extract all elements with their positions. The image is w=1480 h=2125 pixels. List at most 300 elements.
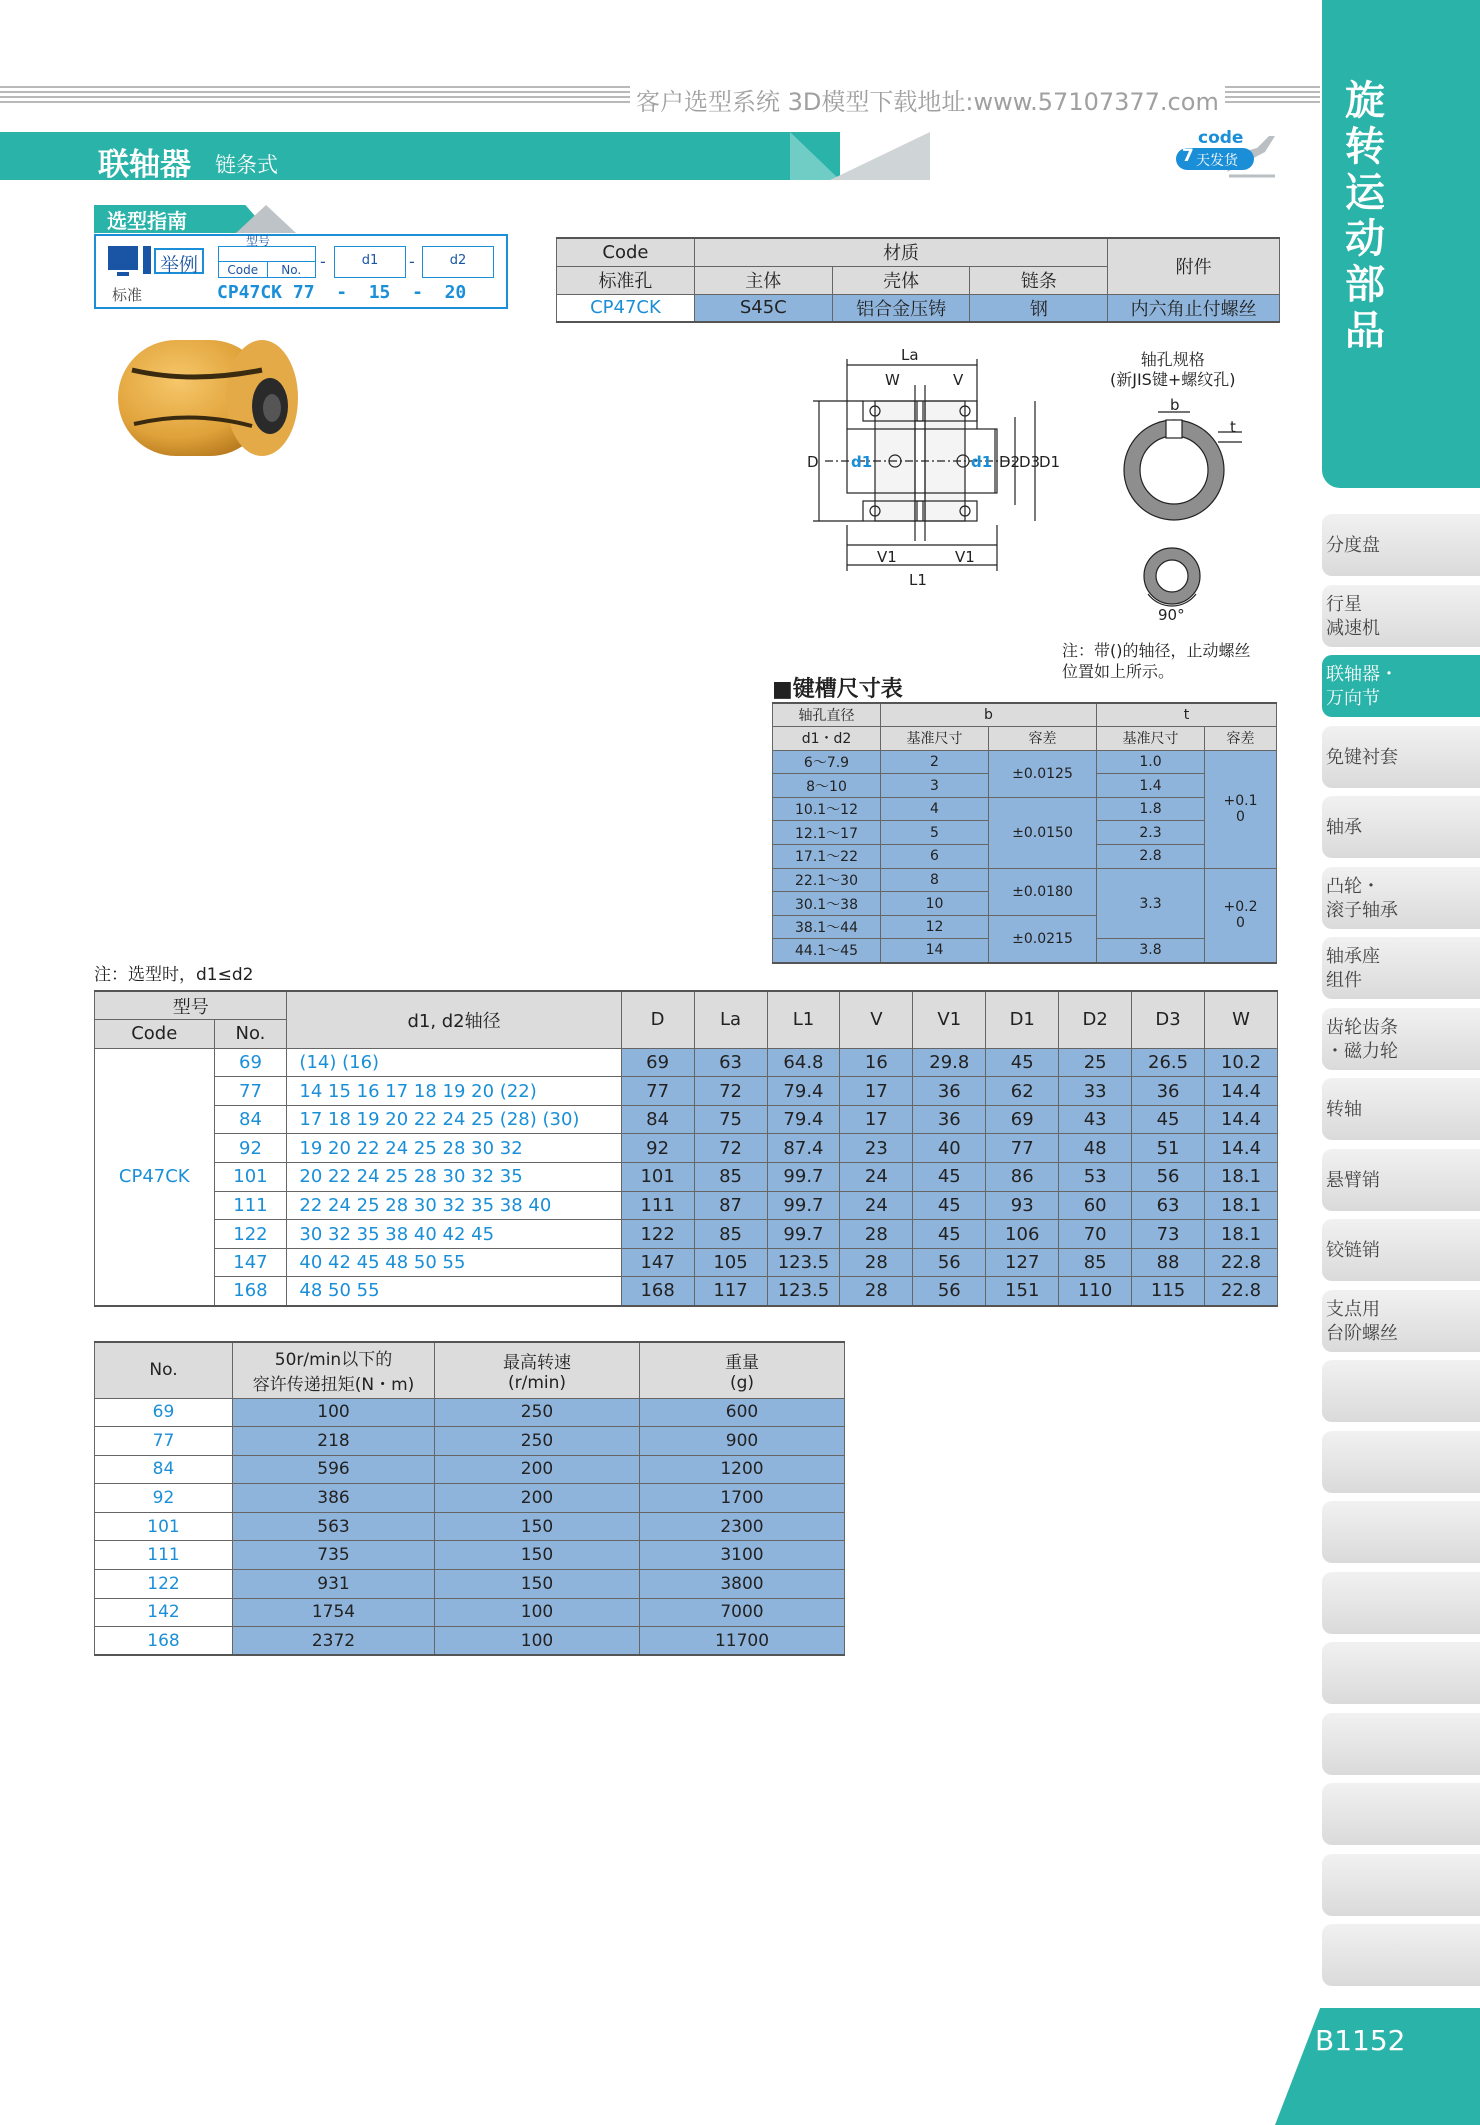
torque-row-torque: 2372 xyxy=(233,1627,435,1656)
torque-row-speed: 200 xyxy=(435,1455,640,1484)
table-row xyxy=(95,1627,845,1656)
header-col-d3: D3 xyxy=(1132,991,1205,1048)
sidebar-item[interactable] xyxy=(1322,1783,1480,1845)
example-label: 举例 xyxy=(154,248,204,274)
monitor-stand xyxy=(117,272,129,276)
sidebar-item[interactable] xyxy=(1322,1642,1480,1704)
row-dimension-value: 85 xyxy=(694,1220,767,1249)
keyway-dia: 6～7.9 xyxy=(773,750,881,774)
label-la: La xyxy=(901,346,919,364)
row-dimension-value: 45 xyxy=(1132,1105,1205,1134)
row-dimension-value: 45 xyxy=(913,1191,986,1220)
keyway-dia: 44.1～45 xyxy=(773,939,881,963)
torque-row-speed: 200 xyxy=(435,1484,640,1513)
torque-row-weight: 1200 xyxy=(640,1455,845,1484)
table-row xyxy=(95,1484,845,1513)
header-shell: 壳体 xyxy=(832,266,970,294)
row-dimension-value: 17 xyxy=(840,1077,913,1106)
table-row xyxy=(95,1134,1278,1163)
row-dimension-value: 22.8 xyxy=(1205,1277,1278,1306)
keyway-b-tol: ±0.0125 xyxy=(989,750,1097,797)
table-row xyxy=(95,1541,845,1570)
row-dimension-value: 18.1 xyxy=(1205,1220,1278,1249)
sidebar-item-label: 悬臂销 xyxy=(1326,1169,1380,1191)
torque-row-speed: 100 xyxy=(435,1627,640,1656)
label-d1-right: d1 xyxy=(971,453,993,471)
torque-row-torque: 386 xyxy=(233,1484,435,1513)
keyway-t: 3.8 xyxy=(1097,939,1205,963)
page-number: B1152 xyxy=(1315,2024,1406,2057)
header-col-d1: D1 xyxy=(986,991,1059,1048)
row-dimension-value: 72 xyxy=(694,1077,767,1106)
header-chain: 链条 xyxy=(970,266,1108,294)
sidebar-item-label: 联轴器・ 万向节 xyxy=(1326,664,1398,709)
selection-note: 注：选型时，d1≤d2 xyxy=(94,965,254,985)
sidebar-item-label xyxy=(1326,1930,1480,1982)
keyway-b-tol: ±0.0150 xyxy=(989,797,1097,868)
torque-row-no[interactable]: 122 xyxy=(95,1570,233,1599)
row-bore-sizes[interactable]: 17 18 19 20 22 24 25 (28) (30) xyxy=(287,1105,621,1134)
material-accessory: 内六角止付螺丝 xyxy=(1108,294,1280,322)
row-dimension-value: 77 xyxy=(986,1134,1059,1163)
shaft-spec-title: 轴孔规格 (新JIS键+螺纹孔) xyxy=(1110,350,1236,389)
keyway-t: 2.8 xyxy=(1097,845,1205,869)
keyway-header-b: b xyxy=(881,703,1097,727)
sidebar-item-label xyxy=(1326,1437,1480,1489)
torque-row-weight: 3800 xyxy=(640,1570,845,1599)
sidebar-item[interactable] xyxy=(1322,1501,1480,1563)
torque-row-no[interactable]: 101 xyxy=(95,1512,233,1541)
sidebar-item-label: 轴承 xyxy=(1326,817,1362,838)
torque-row-speed: 250 xyxy=(435,1398,640,1427)
row-no[interactable]: 122 xyxy=(214,1220,287,1249)
row-dimension-value: 77 xyxy=(621,1077,694,1106)
row-dimension-value: 75 xyxy=(694,1105,767,1134)
monitor-icon xyxy=(108,246,138,270)
sidebar-item[interactable] xyxy=(1322,1008,1480,1070)
row-dimension-value: 23 xyxy=(840,1134,913,1163)
coupling-product-image xyxy=(112,322,298,472)
torque-header-weight: 重量 (g) xyxy=(640,1342,845,1398)
torque-row-weight: 2300 xyxy=(640,1512,845,1541)
keyway-t: 1.0 xyxy=(1097,750,1205,774)
row-dimension-value: 99.7 xyxy=(767,1220,840,1249)
torque-row-weight: 3100 xyxy=(640,1541,845,1570)
keyway-dia: 12.1～17 xyxy=(773,821,881,845)
row-dimension-value: 69 xyxy=(986,1105,1059,1134)
torque-row-torque: 596 xyxy=(233,1455,435,1484)
row-dimension-value: 29.8 xyxy=(913,1048,986,1077)
sidebar-item-label xyxy=(1326,1789,1480,1841)
row-dimension-value: 22.8 xyxy=(1205,1248,1278,1277)
row-no[interactable]: 111 xyxy=(214,1191,287,1220)
shaft-bore-diagram xyxy=(1118,398,1278,628)
sidebar-item-label xyxy=(1326,1578,1480,1630)
sidebar-item[interactable] xyxy=(1322,796,1480,858)
keyway-b: 12 xyxy=(881,915,989,939)
keyway-t: 1.8 xyxy=(1097,797,1205,821)
row-dimension-value: 122 xyxy=(621,1220,694,1249)
row-dimension-value: 64.8 xyxy=(767,1048,840,1077)
row-no[interactable]: 147 xyxy=(214,1248,287,1277)
keyway-t: 2.3 xyxy=(1097,821,1205,845)
row-no[interactable]: 84 xyxy=(214,1105,287,1134)
row-dimension-value: 70 xyxy=(1059,1220,1132,1249)
keyway-t-tol: +0.1 0 xyxy=(1205,750,1277,868)
row-dimension-value: 147 xyxy=(621,1248,694,1277)
keyway-b: 3 xyxy=(881,774,989,798)
row-dimension-value: 14.4 xyxy=(1205,1134,1278,1163)
label-d1-outer: D1 xyxy=(1039,453,1061,471)
row-dimension-value: 168 xyxy=(621,1277,694,1306)
table-row xyxy=(95,1220,1278,1249)
material-code[interactable]: CP47CK xyxy=(557,294,695,322)
badge-text: 天发货 xyxy=(1196,153,1238,169)
label-t: t xyxy=(1230,418,1236,436)
sidebar-item-label: 转轴 xyxy=(1326,1099,1362,1120)
label-v1-left: V1 xyxy=(877,548,897,566)
keyway-header-t-base: 基准尺寸 xyxy=(1097,727,1205,751)
header-col-l1: L1 xyxy=(767,991,840,1048)
page-title: 联轴器 xyxy=(98,147,191,183)
label-b: b xyxy=(1170,398,1180,414)
keyway-header-t-tol: 容差 xyxy=(1205,727,1277,751)
torque-row-weight: 600 xyxy=(640,1398,845,1427)
tower-icon xyxy=(143,246,151,274)
keyway-b: 2 xyxy=(881,750,989,774)
material-chain: 钢 xyxy=(970,294,1108,322)
row-dimension-value: 84 xyxy=(621,1105,694,1134)
sidebar-item[interactable] xyxy=(1322,867,1480,929)
sidebar-item[interactable] xyxy=(1322,1572,1480,1634)
sidebar-item[interactable] xyxy=(1322,655,1480,717)
row-dimension-value: 24 xyxy=(840,1191,913,1220)
header-col-v1: V1 xyxy=(913,991,986,1048)
row-dimension-value: 17 xyxy=(840,1105,913,1134)
row-dimension-value: 45 xyxy=(913,1163,986,1192)
sidebar-item[interactable] xyxy=(1322,514,1480,576)
row-dimension-value: 62 xyxy=(986,1077,1059,1106)
row-bore-sizes[interactable]: (14) (16) xyxy=(287,1048,621,1077)
row-dimension-value: 14.4 xyxy=(1205,1105,1278,1134)
header-std-hole: 标准孔 xyxy=(557,266,695,294)
code-no-box xyxy=(218,246,316,278)
dimension-table xyxy=(94,990,1278,1307)
sidebar-item[interactable] xyxy=(1322,1290,1480,1352)
label-angle: 90° xyxy=(1158,606,1185,624)
keyway-dia: 30.1～38 xyxy=(773,892,881,916)
sidebar-item-label xyxy=(1326,1366,1480,1418)
header-rule-right xyxy=(1276,86,1320,106)
table-row xyxy=(95,1077,1278,1106)
row-dimension-value: 10.2 xyxy=(1205,1048,1278,1077)
keyway-b: 8 xyxy=(881,868,989,892)
row-dimension-value: 28 xyxy=(840,1277,913,1306)
row-no[interactable]: 101 xyxy=(214,1163,287,1192)
d2-box: d2 xyxy=(422,246,494,278)
row-no[interactable]: 69 xyxy=(214,1048,287,1077)
row-dimension-value: 26.5 xyxy=(1132,1048,1205,1077)
torque-row-no[interactable]: 92 xyxy=(95,1484,233,1513)
torque-row-torque: 735 xyxy=(233,1541,435,1570)
table-row xyxy=(95,1398,845,1427)
torque-row-weight: 900 xyxy=(640,1427,845,1456)
sidebar-item[interactable] xyxy=(1322,1431,1480,1493)
header-bore: d1, d2轴径 xyxy=(287,991,621,1048)
table-row xyxy=(95,1105,1278,1134)
row-dimension-value: 92 xyxy=(621,1134,694,1163)
keyway-header-b-tol: 容差 xyxy=(989,727,1097,751)
sidebar-item-label: 轴承座 组件 xyxy=(1326,946,1380,991)
torque-row-torque: 218 xyxy=(233,1427,435,1456)
keyway-b: 4 xyxy=(881,797,989,821)
row-no[interactable]: 92 xyxy=(214,1134,287,1163)
header-model: 型号 xyxy=(95,991,287,1020)
table-row xyxy=(95,1277,1278,1306)
sidebar-item-label xyxy=(1326,1507,1480,1559)
row-dimension-value: 106 xyxy=(986,1220,1059,1249)
label-v1-right: V1 xyxy=(955,548,975,566)
row-no[interactable]: 168 xyxy=(214,1277,287,1306)
row-dimension-value: 51 xyxy=(1132,1134,1205,1163)
dash-2: - xyxy=(409,252,415,271)
sidebar-item[interactable] xyxy=(1322,1360,1480,1422)
header-code: Code xyxy=(95,1020,215,1049)
sidebar-item-label xyxy=(1326,1648,1480,1700)
row-bore-sizes[interactable]: 20 22 24 25 28 30 32 35 xyxy=(287,1163,621,1192)
row-dimension-value: 85 xyxy=(1059,1248,1132,1277)
sidebar-item-label xyxy=(1326,1860,1480,1912)
sidebar-item[interactable] xyxy=(1322,1078,1480,1140)
table-row xyxy=(95,1512,845,1541)
d1-box: d1 xyxy=(334,246,406,278)
keyway-b-tol: ±0.0180 xyxy=(989,868,1097,915)
page-subtitle: 链条式 xyxy=(215,153,278,177)
sidebar-item[interactable] xyxy=(1322,937,1480,999)
row-dimension-value: 36 xyxy=(1132,1077,1205,1106)
keyway-dia: 22.1～30 xyxy=(773,868,881,892)
sidebar-item[interactable] xyxy=(1322,1713,1480,1775)
keyway-dia: 8～10 xyxy=(773,774,881,798)
torque-header-speed: 最高转速 (r/min) xyxy=(435,1342,640,1398)
header-accessory: 附件 xyxy=(1108,238,1280,294)
torque-row-torque: 100 xyxy=(233,1398,435,1427)
row-dimension-value: 72 xyxy=(694,1134,767,1163)
header-col-v: V xyxy=(840,991,913,1048)
row-dimension-value: 28 xyxy=(840,1248,913,1277)
label-d2: D2 xyxy=(999,453,1021,471)
header-col-d2: D2 xyxy=(1059,991,1132,1048)
sidebar-item[interactable] xyxy=(1322,1924,1480,1986)
sidebar-item[interactable] xyxy=(1322,1149,1480,1211)
header-col-w: W xyxy=(1205,991,1278,1048)
row-dimension-value: 79.4 xyxy=(767,1077,840,1106)
label-l1: L1 xyxy=(909,571,927,589)
header-code: Code xyxy=(557,238,695,266)
row-bore-sizes[interactable]: 14 15 16 17 18 19 20 (22) xyxy=(287,1077,621,1106)
row-dimension-value: 28 xyxy=(840,1220,913,1249)
keyway-table-title: ■键槽尺寸表 xyxy=(772,677,903,702)
row-bore-sizes[interactable]: 30 32 35 38 40 42 45 xyxy=(287,1220,621,1249)
row-dimension-value: 36 xyxy=(913,1077,986,1106)
row-dimension-value: 88 xyxy=(1132,1248,1205,1277)
row-dimension-value: 99.7 xyxy=(767,1191,840,1220)
row-dimension-value: 53 xyxy=(1059,1163,1132,1192)
row-dimension-value: 110 xyxy=(1059,1277,1132,1306)
diagram-note: 注：带()的轴径，止动螺丝 位置如上所示。 xyxy=(1062,641,1251,681)
row-dimension-value: 40 xyxy=(913,1134,986,1163)
row-bore-sizes[interactable]: 48 50 55 xyxy=(287,1277,621,1306)
torque-row-speed: 250 xyxy=(435,1427,640,1456)
torque-row-no[interactable]: 77 xyxy=(95,1427,233,1456)
no-label: No. xyxy=(281,263,302,277)
torque-row-speed: 100 xyxy=(435,1598,640,1627)
label-d1-left: d1 xyxy=(851,453,873,471)
row-dimension-value: 63 xyxy=(1132,1191,1205,1220)
table-row xyxy=(95,1191,1278,1220)
header-col-d: D xyxy=(621,991,694,1048)
row-dimension-value: 151 xyxy=(986,1277,1059,1306)
row-bore-sizes[interactable]: 40 42 45 48 50 55 xyxy=(287,1248,621,1277)
table-row xyxy=(95,1163,1278,1192)
sidebar-item-label: 分度盘 xyxy=(1326,535,1380,556)
sidebar-title: 旋转运动部品 xyxy=(1345,78,1385,354)
row-bore-sizes[interactable]: 19 20 22 24 25 28 30 32 xyxy=(287,1134,621,1163)
torque-row-weight: 7000 xyxy=(640,1598,845,1627)
sidebar-item-label: 凸轮・ 滚子轴承 xyxy=(1326,875,1398,921)
torque-row-no[interactable]: 84 xyxy=(95,1455,233,1484)
keyway-header-t: t xyxy=(1097,703,1277,727)
torque-header-no: No. xyxy=(95,1342,233,1398)
row-dimension-value: 123.5 xyxy=(767,1248,840,1277)
row-dimension-value: 48 xyxy=(1059,1134,1132,1163)
row-dimension-value: 56 xyxy=(913,1277,986,1306)
header-material: 材质 xyxy=(694,238,1107,266)
keyway-dia: 10.1～12 xyxy=(773,797,881,821)
table-row xyxy=(95,1427,845,1456)
dash-1: - xyxy=(320,252,326,271)
row-dimension-value: 85 xyxy=(694,1163,767,1192)
header-col-la: La xyxy=(694,991,767,1048)
row-dimension-value: 45 xyxy=(913,1220,986,1249)
model-header: 型号 xyxy=(246,234,271,248)
torque-row-weight: 1700 xyxy=(640,1484,845,1513)
row-dimension-value: 24 xyxy=(840,1163,913,1192)
sidebar-item-label xyxy=(1326,1719,1480,1771)
sidebar-item-label: 行星 减速机 xyxy=(1326,593,1380,639)
sidebar-item[interactable] xyxy=(1322,1219,1480,1281)
sidebar-item[interactable] xyxy=(1322,585,1480,647)
row-dimension-value: 86 xyxy=(986,1163,1059,1192)
torque-row-speed: 150 xyxy=(435,1570,640,1599)
table-row xyxy=(95,1048,1278,1077)
coupling-dimension-diagram xyxy=(805,345,1105,605)
row-dimension-value: 25 xyxy=(1059,1048,1132,1077)
keyway-header-b-base: 基准尺寸 xyxy=(881,727,989,751)
keyway-dia: 38.1～44 xyxy=(773,915,881,939)
code-label: Code xyxy=(219,262,268,278)
row-dimension-value: 99.7 xyxy=(767,1163,840,1192)
keyway-t: 3.3 xyxy=(1097,868,1205,939)
row-dimension-value: 101 xyxy=(621,1163,694,1192)
row-no[interactable]: 77 xyxy=(214,1077,287,1106)
row-dimension-value: 87 xyxy=(694,1191,767,1220)
keyway-b: 6 xyxy=(881,845,989,869)
label-d: D xyxy=(807,453,819,471)
row-dimension-value: 73 xyxy=(1132,1220,1205,1249)
keyway-header-dia-sub: d1・d2 xyxy=(773,727,881,751)
row-dimension-value: 93 xyxy=(986,1191,1059,1220)
torque-row-no[interactable]: 69 xyxy=(95,1398,233,1427)
row-dimension-value: 56 xyxy=(1132,1163,1205,1192)
label-w: W xyxy=(885,371,900,389)
row-code[interactable]: CP47CK xyxy=(95,1048,215,1305)
torque-row-torque: 1754 xyxy=(233,1598,435,1627)
row-dimension-value: 87.4 xyxy=(767,1134,840,1163)
torque-row-torque: 563 xyxy=(233,1512,435,1541)
row-dimension-value: 56 xyxy=(913,1248,986,1277)
standard-label: 标准 xyxy=(112,286,143,304)
label-v: V xyxy=(953,371,964,389)
material-body: S45C xyxy=(694,294,832,322)
table-row xyxy=(95,1455,845,1484)
keyway-header-dia: 轴孔直径 xyxy=(773,703,881,727)
keyway-b: 5 xyxy=(881,821,989,845)
torque-row-torque: 931 xyxy=(233,1570,435,1599)
torque-header-torque: 50r/min以下的 容许传递扭矩(N・m) xyxy=(233,1342,435,1398)
row-dimension-value: 60 xyxy=(1059,1191,1132,1220)
keyway-dia: 17.1～22 xyxy=(773,845,881,869)
header-no: No. xyxy=(214,1020,287,1049)
row-dimension-value: 18.1 xyxy=(1205,1191,1278,1220)
sidebar-item[interactable] xyxy=(1322,1854,1480,1916)
header-site-text[interactable]: 客户选型系统 3D模型下载地址:www.57107377.com xyxy=(630,82,1225,110)
table-row xyxy=(95,1248,1278,1277)
row-dimension-value: 105 xyxy=(694,1248,767,1277)
sidebar-item-label: 支点用 台阶螺丝 xyxy=(1326,1298,1398,1344)
torque-row-speed: 150 xyxy=(435,1541,640,1570)
torque-row-no[interactable]: 168 xyxy=(95,1627,233,1656)
table-row xyxy=(95,1598,845,1627)
example-code: CP47CK 77 - 15 - 20 xyxy=(217,282,467,303)
row-dimension-value: 33 xyxy=(1059,1077,1132,1106)
material-table xyxy=(556,237,1280,323)
badge-days: 7 xyxy=(1182,146,1194,166)
row-dimension-value: 115 xyxy=(1132,1277,1205,1306)
keyway-table xyxy=(772,702,1277,964)
table-row xyxy=(95,1570,845,1599)
row-dimension-value: 63 xyxy=(694,1048,767,1077)
row-dimension-value: 69 xyxy=(621,1048,694,1077)
sidebar-item[interactable] xyxy=(1322,726,1480,788)
title-band-grey xyxy=(830,132,930,180)
torque-row-speed: 150 xyxy=(435,1512,640,1541)
sidebar-item-label: 齿轮齿条 ・磁力轮 xyxy=(1326,1016,1398,1062)
keyway-b-tol: ±0.0215 xyxy=(989,915,1097,962)
torque-row-weight: 11700 xyxy=(640,1627,845,1656)
torque-row-no[interactable]: 111 xyxy=(95,1541,233,1570)
sidebar-item-label: 免键衬套 xyxy=(1326,746,1398,768)
keyway-b: 14 xyxy=(881,939,989,963)
torque-row-no[interactable]: 142 xyxy=(95,1598,233,1627)
header-body: 主体 xyxy=(694,266,832,294)
sidebar-item-label: 铰链销 xyxy=(1326,1240,1380,1261)
row-bore-sizes[interactable]: 22 24 25 28 30 32 35 38 40 xyxy=(287,1191,621,1220)
row-dimension-value: 117 xyxy=(694,1277,767,1306)
row-dimension-value: 123.5 xyxy=(767,1277,840,1306)
row-dimension-value: 16 xyxy=(840,1048,913,1077)
row-dimension-value: 45 xyxy=(986,1048,1059,1077)
